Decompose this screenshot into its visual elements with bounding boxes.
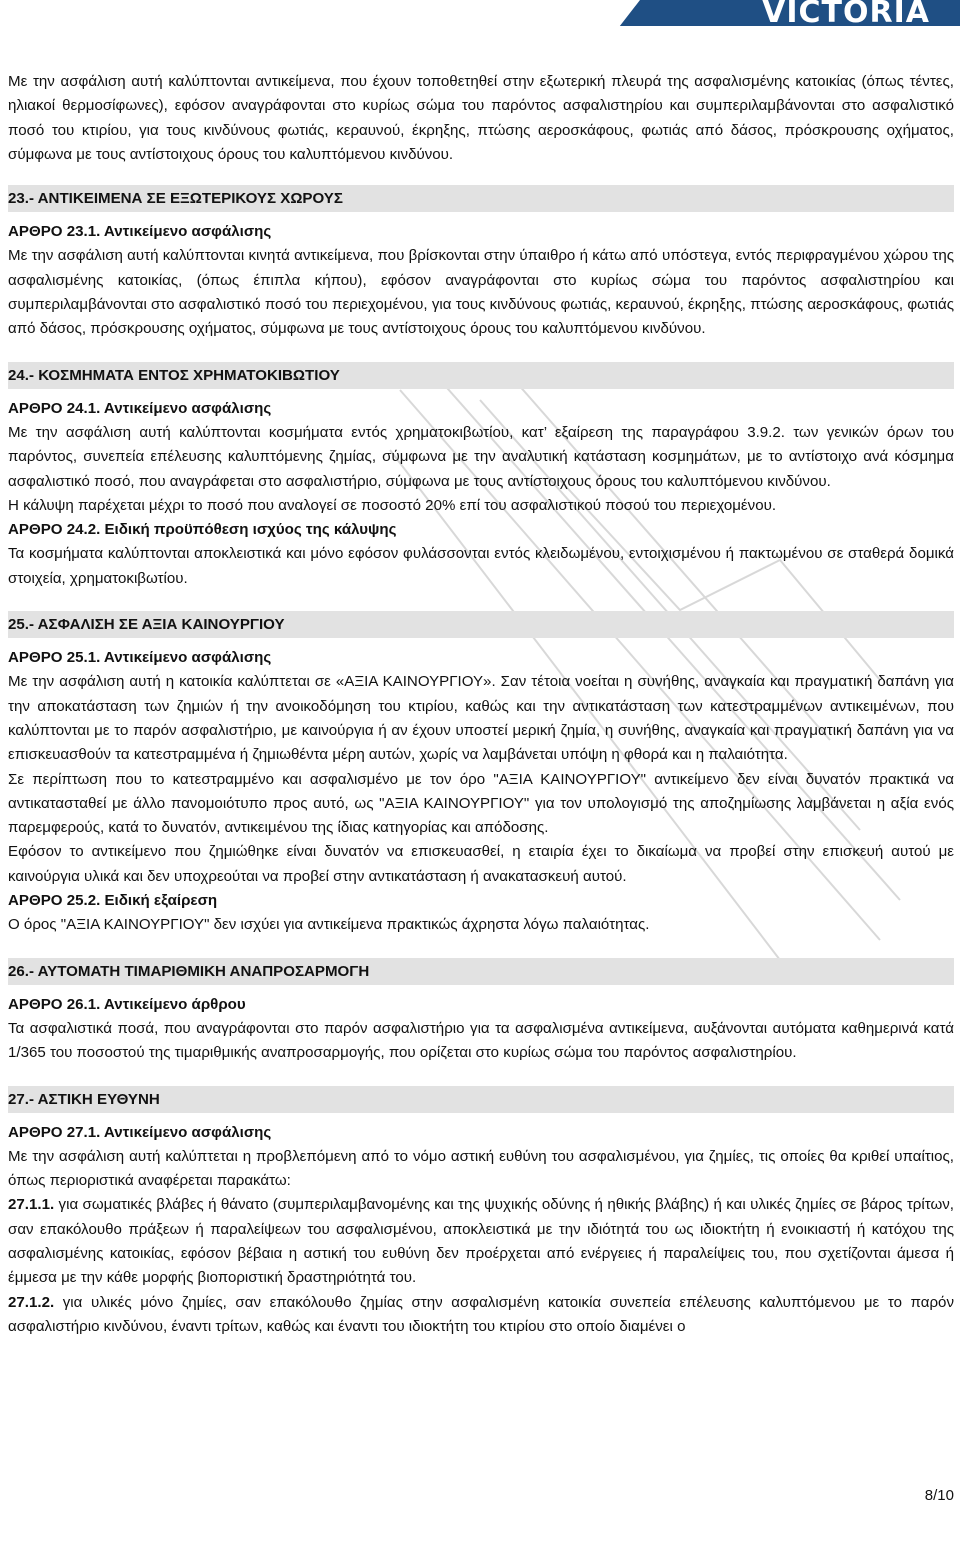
- article-27-1-1-label: 27.1.1.: [8, 1196, 55, 1214]
- victoria-logo: [592, 0, 960, 30]
- section-27-heading: 27.- ΑΣΤΙΚΗ ΕΥΘΥΝΗ: [8, 1086, 954, 1113]
- section-23-heading: 23.- ΑΝΤΙΚΕΙΜΕΝΑ ΣΕ ΕΞΩΤΕΡΙΚΟΥΣ ΧΩΡΟΥΣ: [8, 185, 954, 212]
- article-27-1-2-text: για υλικές μόνο ζημίες, σαν επακόλουθο ζημίας στην ασφαλισμένη κατοικία συνεπεία επέλευσης καλυπτόμενου με το παρόν ασφαλιστήριο κινδύνου, έναντι τρίτων, καθώς και έναντι του ιδιοκτήτη του κτιρίου στο οποίο διαμένει ο: [8, 1293, 954, 1335]
- article-25-2-heading: ΑΡΘΡΟ 25.2. Ειδική εξαίρεση: [8, 892, 218, 910]
- article-26-1-text: Τα ασφαλιστικά ποσά, που αναγράφονται στο παρόν ασφαλιστήριο για τα ασφαλισμένα αντικείμενα, αυξάνονται αυτόματα καθημερινά κατά 1/365 του ποσοστού της τιμαριθμικής αναπροσαρμογής, που ορίζεται στο κυρίως σώμα του παρόντος ασφαλιστηρίου.: [8, 1019, 954, 1062]
- section-26-heading: 26.- ΑΥΤΟΜΑΤΗ ΤΙΜΑΡΙΘΜΙΚΗ ΑΝΑΠΡΟΣΑΡΜΟΓΗ: [8, 958, 954, 985]
- article-25-1-text-2: Σε περίπτωση που το κατεστραμμένο και ασφαλισμένο με τον όρο "ΑΞΙΑ ΚΑΙΝΟΥΡΓΙΟΥ" αντικείμενο δεν είναι δυνατόν πρακτικά να αντικατασταθεί με άλλο πανομοιότυπο προς αυτό, ως "ΑΞΙΑ ΚΑΙΝΟΥΡΓΙΟΥ" για τον υπολογισμό της αποζημίωσης λαμβάνεται η αξία ενός παρεμφερούς, κατά το δυνατόν, αντικειμένου της ίδιας κατηγορίας και απόδοσης.: [8, 770, 954, 837]
- article-27-1-2-label: 27.1.2.: [8, 1293, 55, 1311]
- article-24-1-heading: ΑΡΘΡΟ 24.1. Αντικείμενο ασφάλισης: [8, 399, 272, 417]
- article-25-1-heading: ΑΡΘΡΟ 25.1. Αντικείμενο ασφάλισης: [8, 649, 272, 667]
- article-26-1-heading: ΑΡΘΡΟ 26.1. Αντικείμενο άρθρου: [8, 995, 246, 1013]
- intro-paragraph: Με την ασφάλιση αυτή καλύπτονται αντικείμενα, που έχουν τοποθετηθεί στην εξωτερική πλευρά της ασφαλισμένης κατοικίας (όπως τέντες, ηλιακοί θερμοσίφωνες), εφόσον αναγράφονται στο κυρίως σώμα του παρόντος ασφαλιστηρίου και συμπεριλαμβάνονται στο ασφαλιστικό ποσό του κτιρίου, για τους κινδύνους φωτιάς, κεραυνού, έκρηξης, πτώσης αεροσκάφους, φωτιάς από δάσος, πρόσκρουσης οχήματος, σύμφωνα με τους αντίστοιχους όρους του καλυπτόμενου κινδύνου.: [8, 73, 954, 163]
- article-24-1-coverage-limit: Η κάλυψη παρέχεται μέχρι το ποσό που αναλογεί σε ποσοστό 20% επί του ασφαλιστικού ποσού του περιεχομένου.: [8, 496, 777, 514]
- document-body: [8, 70, 954, 1339]
- article-27-1-heading: ΑΡΘΡΟ 27.1. Αντικείμενο ασφάλισης: [8, 1123, 272, 1141]
- article-25-1-text-3: Εφόσον το αντικείμενο που ζημιώθηκε είναι δυνατόν να επισκευασθεί, η εταιρία έχει το δικαίωμα να προβεί στην επισκευή αυτού με καινούργια υλικά και δεν υποχρεούται να προβεί στην αντικατάσταση ή ανακατασκευή αυτού.: [8, 843, 954, 885]
- article-27-1-1: [8, 1193, 954, 1290]
- article-24-1-text: Με την ασφάλιση αυτή καλύπτονται κοσμήματα εντός χρηματοκιβωτίου, κατ’ εξαίρεση της παραγράφου 3.9.2. των γενικών όρων του παρόντος, συνεπεία επέλευσης καλυπτόμενης ζημίας, σύμφωνα με την αναλυτική κατάσταση κοσμημάτων, με το αντίστοιχο ανά κόσμημα ασφαλιστικό ποσό, που αναγράφεται στο ασφαλιστήριο, σύμφωνα με τους αντίστοιχους όρους του καλυπτόμενου κινδύνου.: [8, 423, 954, 490]
- article-24-2-heading: ΑΡΘΡΟ 24.2. Ειδική προϋπόθεση ισχύος της κάλυψης: [8, 521, 397, 539]
- section-24-heading: 24.- ΚΟΣΜΗΜΑΤΑ ΕΝΤΟΣ ΧΡΗΜΑΤΟΚΙΒΩΤΙΟΥ: [8, 362, 954, 389]
- article-23-1-heading: ΑΡΘΡΟ 23.1. Αντικείμενο ασφάλισης: [8, 223, 272, 241]
- page-number: 8/10: [924, 1487, 954, 1504]
- logo-text: VICTORIA: [762, 0, 930, 30]
- logo-mark: [592, 0, 640, 26]
- article-27-1-2: [8, 1291, 954, 1340]
- article-27-1-1-text: για σωματικές βλάβες ή θάνατο (συμπεριλαμβανομένης και της ψυχικής οδύνης ή ηθικής βλάβης) ή και υλικές ζημίες σε βάρος τρίτων, σαν επακόλουθο πράξεων ή παραλείψεων του ασφαλισμένου, αποκλειστικά με την ιδιότητά του ως ιδιοκτήτη ή ενοικιαστή ή κατόχου της ασφαλισμένης κατοικίας, εφόσον βέβαια η αστική του ευθύνη δεν προέρχεται από ενέργειες ή παραλείψεις του, που σχετίζονται άμεσα ή έμμεσα με την κάθε μορφής βιοποριστική δραστηριότητά του.: [8, 1196, 954, 1287]
- article-25-1-text: Με την ασφάλιση αυτή η κατοικία καλύπτεται σε «ΑΞΙΑ ΚΑΙΝΟΥΡΓΙΟΥ». Σαν τέτοια νοείται η συνήθης, αναγκαία και πραγματική δαπάνη για την αποκατάσταση των ζημιών ή την ανοικοδόμηση του κτιρίου, καθώς και την αντικατάσταση των κατεστραμμένων αντικειμένων, που καλύπτονται με το παρόν ασφαλιστήριο, με καινούργια ή αν έχουν υποστεί μερική ζημία, η συνήθης, αναγκαία και πραγματική δαπάνη για να επισκευασθούν τα κατεστραμμένα ή ζημιωθέντα μέρη αυτών, χωρίς να λαμβάνεται υπόψη η φθορά και η παλαιότητα.: [8, 673, 954, 764]
- article-25-2-text: Ο όρος "ΑΞΙΑ ΚΑΙΝΟΥΡΓΙΟΥ" δεν ισχύει για αντικείμενα πρακτικώς άχρηστα λόγω παλαιότητας.: [8, 916, 650, 934]
- article-24-2-text: Τα κοσμήματα καλύπτονται αποκλειστικά και μόνο εφόσον φυλάσσονται εντός κλειδωμένου, εντοιχισμένου ή πακτωμένου σε σταθερά δομικά στοιχεία, χρηματοκιβωτίου.: [8, 545, 954, 587]
- article-27-1-text: Με την ασφάλιση αυτή καλύπτεται η προβλεπόμενη από το νόμο αστική ευθύνη του ασφαλισμένου, για ζημίες, τις οποίες θα κριθεί υπαίτιος, όπως περιοριστικά αναφέρεται παρακάτω:: [8, 1147, 954, 1190]
- article-23-1-text: Με την ασφάλιση αυτή καλύπτονται κινητά αντικείμενα, που βρίσκονται στην ύπαιθρο ή κάτω από υπόστεγα, εντός περιφραγμένου χώρου της ασφαλισμένης κατοικίας, (όπως έπιπλα κήπου), εφόσον αναγράφονται στο κυρίως σώμα του παρόντος ασφαλιστηρίου και συμπεριλαμβάνονται στο ασφαλιστικό ποσό του περιεχομένου, για τους κινδύνους φωτιάς, κεραυνού, έκρηξης, πτώσης αεροσκάφους, φωτιάς από δάσος, πρόσκρουσης οχήματος, σύμφωνα με τους αντίστοιχους όρους του καλυπτόμενου κινδύνου.: [8, 247, 954, 338]
- section-25-heading: 25.- ΑΣΦΑΛΙΣΗ ΣΕ ΑΞΙΑ ΚΑΙΝΟΥΡΓΙΟΥ: [8, 611, 954, 638]
